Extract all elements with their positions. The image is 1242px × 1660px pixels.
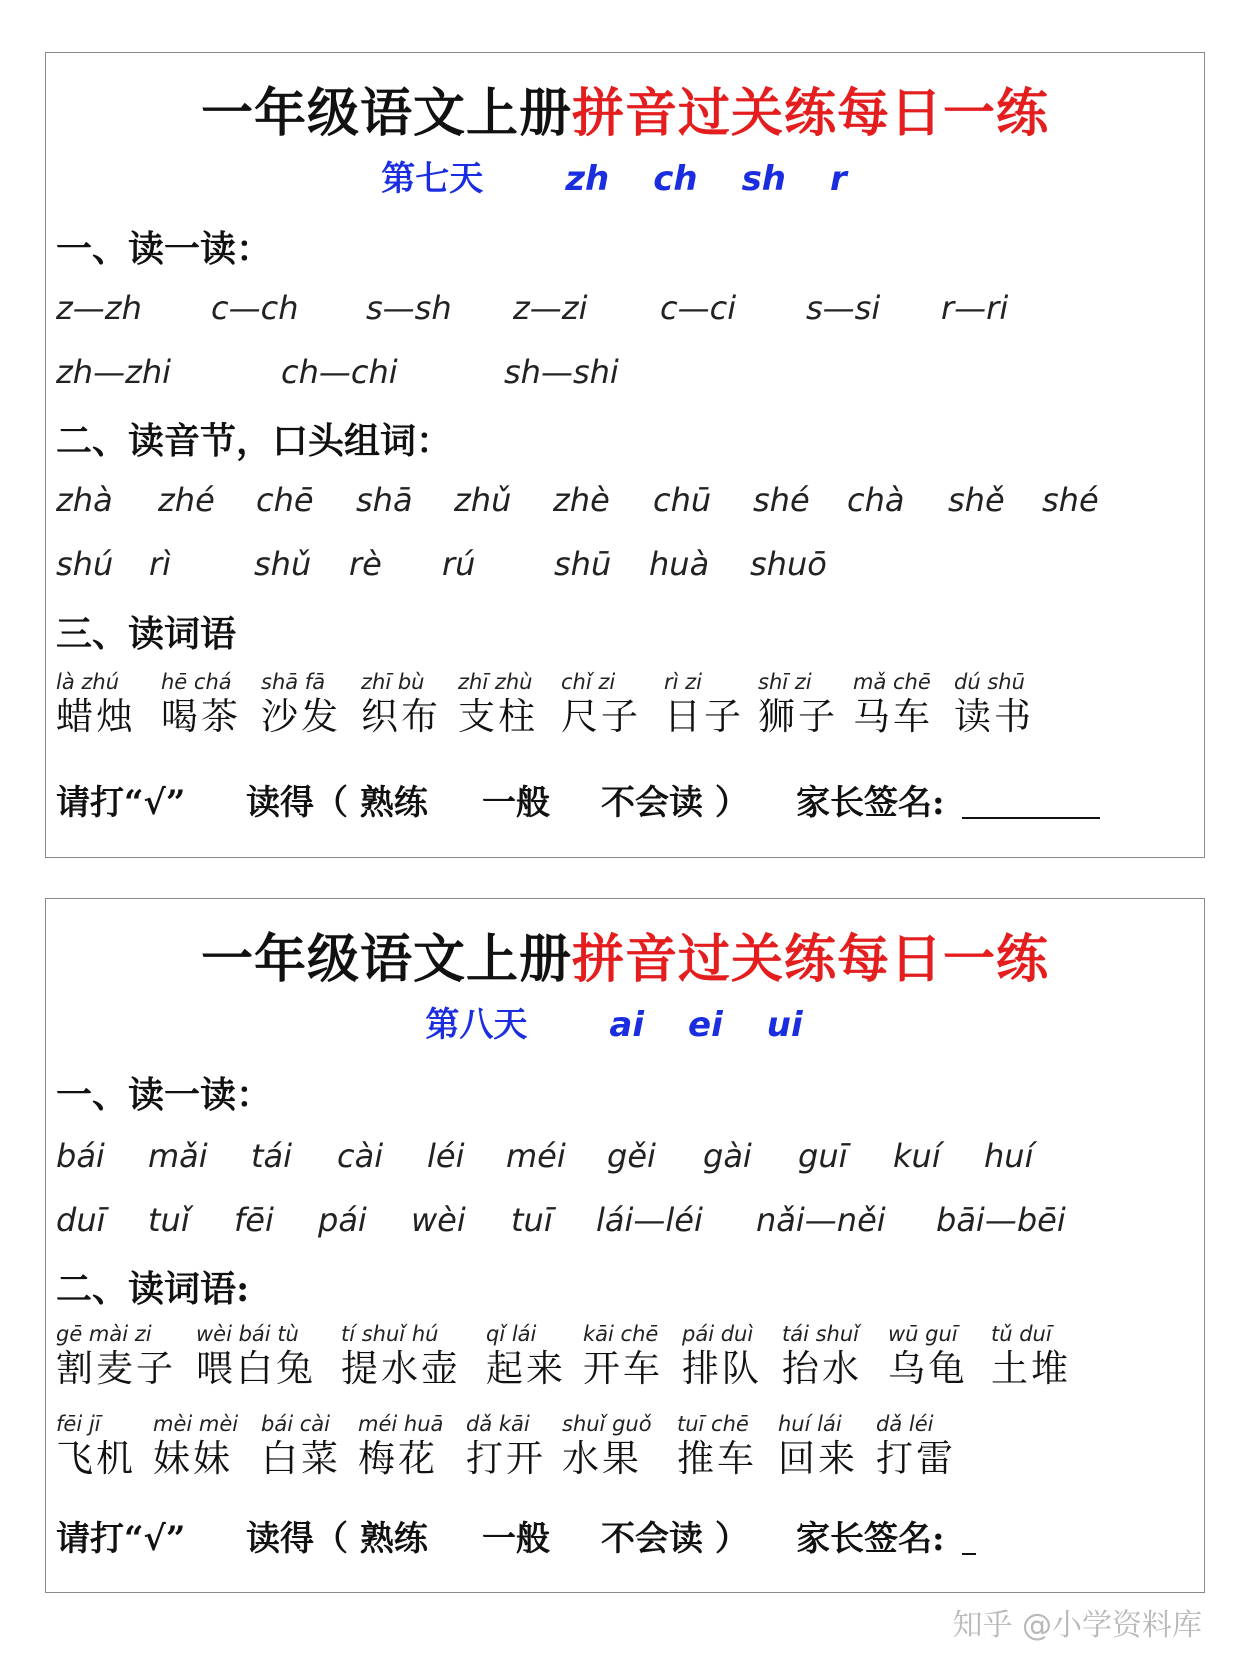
word-hanzi: 狮子 bbox=[758, 695, 838, 738]
read-row bbox=[56, 289, 1194, 335]
read-item: r—ri bbox=[941, 289, 1009, 327]
word-item bbox=[56, 669, 136, 739]
syllable-item: rú bbox=[442, 545, 476, 583]
signature-line[interactable] bbox=[962, 1553, 976, 1555]
word-hanzi: 支柱 bbox=[458, 695, 538, 738]
word-item bbox=[56, 1321, 176, 1391]
read-item: lái—léi bbox=[596, 1201, 703, 1239]
title-red-part: 拼音过关练每日一练 bbox=[572, 929, 1050, 990]
syllable-item: chà bbox=[847, 481, 905, 519]
word-item bbox=[561, 669, 641, 739]
word-pinyin: wèi bái tù bbox=[196, 1322, 299, 1346]
read-item: tái bbox=[251, 1137, 293, 1175]
check-option-cannot[interactable]: 不会读 ） bbox=[601, 783, 749, 823]
sound-label: sh bbox=[741, 159, 787, 199]
word-row bbox=[56, 669, 1194, 749]
check-footer bbox=[56, 775, 1194, 825]
word-pinyin: dǎ kāi bbox=[466, 1412, 530, 1436]
word-hanzi: 妹妹 bbox=[153, 1437, 233, 1480]
syllable-item: shū bbox=[554, 545, 612, 583]
word-item bbox=[677, 1411, 757, 1481]
check-option-cannot[interactable]: 不会读 ） bbox=[601, 1519, 749, 1559]
read-item: z—zh bbox=[56, 289, 142, 327]
word-pinyin: dú shū bbox=[954, 670, 1025, 694]
word-pinyin: méi huā bbox=[358, 1412, 444, 1436]
read-item: ch—chi bbox=[281, 353, 398, 391]
word-pinyin: mǎ chē bbox=[853, 670, 931, 694]
signature-line[interactable] bbox=[962, 817, 1100, 819]
watermark: 知乎 @小学资料库 bbox=[952, 1608, 1202, 1643]
read-item: s—si bbox=[806, 289, 881, 327]
day-subtitle bbox=[46, 151, 1204, 200]
syllable-item: chē bbox=[256, 481, 314, 519]
word-item bbox=[853, 669, 933, 739]
word-pinyin: zhī zhù bbox=[458, 670, 533, 694]
read-item: tuī bbox=[511, 1201, 553, 1239]
sound-label: r bbox=[830, 159, 847, 199]
word-item bbox=[888, 1321, 968, 1391]
syllable-item: rì bbox=[149, 545, 172, 583]
syllable-item: zhà bbox=[56, 481, 113, 519]
word-item bbox=[876, 1411, 956, 1481]
word-hanzi: 土堆 bbox=[991, 1347, 1071, 1390]
sound-label: ui bbox=[766, 1005, 803, 1045]
read-item: c—ci bbox=[660, 289, 737, 327]
syllable-item: zhè bbox=[553, 481, 610, 519]
word-hanzi: 日子 bbox=[664, 695, 744, 738]
word-hanzi: 梅花 bbox=[358, 1437, 438, 1480]
word-hanzi: 乌龟 bbox=[888, 1347, 968, 1390]
word-hanzi: 白菜 bbox=[261, 1437, 341, 1480]
worksheet-day8 bbox=[45, 898, 1205, 1593]
syllable-item: shuō bbox=[750, 545, 827, 583]
word-hanzi: 抬水 bbox=[782, 1347, 862, 1390]
day-label: 第七天 bbox=[381, 159, 484, 199]
check-option-average[interactable]: 一般 bbox=[482, 783, 550, 823]
word-hanzi: 马车 bbox=[853, 695, 933, 738]
syllable-item: shā bbox=[356, 481, 413, 519]
syllable-row bbox=[56, 545, 1194, 591]
parent-signature-label: 家长签名: bbox=[796, 783, 945, 823]
section-heading-read: 一、读一读： bbox=[56, 1074, 273, 1116]
check-instruction: 请打“√” bbox=[56, 783, 186, 823]
word-pinyin: mèi mèi bbox=[153, 1412, 239, 1436]
section-heading-read: 一、读一读： bbox=[56, 228, 273, 270]
word-item bbox=[991, 1321, 1071, 1391]
word-pinyin: bái cài bbox=[261, 1412, 330, 1436]
check-instruction: 请打“√” bbox=[56, 1519, 186, 1559]
sound-label: ch bbox=[653, 159, 698, 199]
word-pinyin: là zhú bbox=[56, 670, 120, 694]
word-hanzi: 尺子 bbox=[561, 695, 641, 738]
read-item: nǎi—něi bbox=[756, 1201, 886, 1239]
word-pinyin: tái shuǐ bbox=[782, 1322, 860, 1346]
worksheet-title bbox=[46, 71, 1204, 146]
read-row bbox=[56, 353, 1194, 399]
word-pinyin: shuǐ guǒ bbox=[562, 1412, 652, 1436]
word-pinyin: tí shuǐ hú bbox=[341, 1322, 439, 1346]
word-hanzi: 喝茶 bbox=[161, 695, 241, 738]
word-row bbox=[56, 1321, 1194, 1401]
word-item bbox=[758, 669, 838, 739]
word-pinyin: shī zi bbox=[758, 670, 812, 694]
word-hanzi: 打雷 bbox=[876, 1437, 956, 1480]
read-item: fēi bbox=[234, 1201, 274, 1239]
word-item bbox=[361, 669, 441, 739]
word-item bbox=[466, 1411, 546, 1481]
syllable-item: chū bbox=[653, 481, 712, 519]
read-item: z—zi bbox=[513, 289, 588, 327]
word-item bbox=[583, 1321, 663, 1391]
title-red-part: 拼音过关练每日一练 bbox=[572, 83, 1050, 144]
word-hanzi: 回来 bbox=[778, 1437, 858, 1480]
sound-label: ai bbox=[609, 1005, 645, 1045]
read-item: pái bbox=[318, 1201, 367, 1239]
syllable-item: huà bbox=[649, 545, 710, 583]
read-item: kuí bbox=[893, 1137, 941, 1175]
read-item: sh—shi bbox=[504, 353, 619, 391]
syllable-item: shǔ bbox=[254, 545, 312, 583]
word-hanzi: 推车 bbox=[677, 1437, 757, 1480]
syllable-item: zhé bbox=[158, 481, 215, 519]
word-pinyin: chǐ zi bbox=[561, 670, 616, 694]
read-item: bái bbox=[56, 1137, 105, 1175]
check-footer bbox=[56, 1511, 1194, 1561]
read-item: méi bbox=[506, 1137, 566, 1175]
syllable-item: zhǔ bbox=[454, 481, 512, 519]
word-hanzi: 排队 bbox=[682, 1347, 762, 1390]
word-item bbox=[954, 669, 1034, 739]
word-hanzi: 起来 bbox=[486, 1347, 566, 1390]
read-item: tuǐ bbox=[148, 1201, 190, 1239]
word-item bbox=[161, 669, 241, 739]
sound-label: zh bbox=[565, 159, 610, 199]
word-pinyin: kāi chē bbox=[583, 1322, 659, 1346]
parent-signature-label: 家长签名: bbox=[796, 1519, 945, 1559]
word-pinyin: dǎ léi bbox=[876, 1412, 934, 1436]
read-item: gài bbox=[703, 1137, 752, 1175]
word-pinyin: pái duì bbox=[682, 1322, 754, 1346]
read-item: s—sh bbox=[366, 289, 452, 327]
check-option-fluent[interactable]: 读得（ 熟练 bbox=[246, 1519, 428, 1559]
word-pinyin: wū guī bbox=[888, 1322, 958, 1346]
word-hanzi: 开车 bbox=[583, 1347, 663, 1390]
word-hanzi: 读书 bbox=[954, 695, 1034, 738]
section-heading-words: 三、读词语 bbox=[56, 613, 237, 655]
section-heading-syllables: 二、读音节，口头组词： bbox=[56, 420, 453, 462]
read-item: huí bbox=[984, 1137, 1034, 1175]
word-item bbox=[196, 1321, 316, 1391]
section-heading-words: 二、读词语: bbox=[56, 1268, 250, 1310]
word-pinyin: qǐ lái bbox=[486, 1322, 537, 1346]
read-item: c—ch bbox=[211, 289, 299, 327]
day-subtitle bbox=[46, 997, 1204, 1046]
word-hanzi: 织布 bbox=[361, 695, 441, 738]
word-item bbox=[562, 1411, 652, 1481]
syllable-item: shú bbox=[56, 545, 114, 583]
word-item bbox=[486, 1321, 566, 1391]
read-item: cài bbox=[337, 1137, 384, 1175]
worksheet-day7 bbox=[45, 52, 1205, 858]
syllable-item: shě bbox=[948, 481, 1005, 519]
day-label: 第八天 bbox=[425, 1005, 528, 1045]
word-hanzi: 喂白兔 bbox=[196, 1347, 316, 1390]
word-item bbox=[458, 669, 538, 739]
word-hanzi: 水果 bbox=[562, 1437, 642, 1480]
word-pinyin: rì zi bbox=[664, 670, 703, 694]
read-item: bāi—bēi bbox=[936, 1201, 1066, 1239]
word-item bbox=[358, 1411, 443, 1481]
word-item bbox=[153, 1411, 238, 1481]
word-pinyin: huí lái bbox=[778, 1412, 842, 1436]
read-item: mǎi bbox=[148, 1137, 208, 1175]
title-black-part: 一年级语文上册 bbox=[200, 929, 572, 990]
word-item bbox=[56, 1411, 136, 1481]
word-pinyin: shā fā bbox=[261, 670, 326, 694]
word-item bbox=[341, 1321, 461, 1391]
syllable-item: shé bbox=[753, 481, 810, 519]
word-pinyin: hē chá bbox=[161, 670, 232, 694]
read-item: guī bbox=[798, 1137, 848, 1175]
word-pinyin: gē mài zi bbox=[56, 1322, 152, 1346]
word-hanzi: 割麦子 bbox=[56, 1347, 176, 1390]
word-item bbox=[782, 1321, 862, 1391]
word-hanzi: 沙发 bbox=[261, 695, 341, 738]
word-pinyin: zhī bù bbox=[361, 670, 425, 694]
word-item bbox=[664, 669, 744, 739]
word-item bbox=[778, 1411, 858, 1481]
read-row bbox=[56, 1137, 1194, 1183]
read-item: wèi bbox=[411, 1201, 466, 1239]
word-item bbox=[682, 1321, 762, 1391]
read-row bbox=[56, 1201, 1194, 1247]
read-item: léi bbox=[427, 1137, 465, 1175]
word-hanzi: 打开 bbox=[466, 1437, 546, 1480]
word-pinyin: fēi jī bbox=[56, 1412, 101, 1436]
read-item: duī bbox=[56, 1201, 106, 1239]
syllable-row bbox=[56, 481, 1194, 527]
check-option-fluent[interactable]: 读得（ 熟练 bbox=[246, 783, 428, 823]
check-option-average[interactable]: 一般 bbox=[482, 1519, 550, 1559]
word-pinyin: tǔ duī bbox=[991, 1322, 1052, 1346]
word-row bbox=[56, 1411, 1194, 1491]
word-hanzi: 蜡烛 bbox=[56, 695, 136, 738]
syllable-item: rè bbox=[349, 545, 382, 583]
read-item: gěi bbox=[607, 1137, 656, 1175]
read-item: zh—zhi bbox=[56, 353, 172, 391]
syllable-item: shé bbox=[1042, 481, 1099, 519]
worksheet-title bbox=[46, 917, 1204, 992]
word-hanzi: 飞机 bbox=[56, 1437, 136, 1480]
sound-label: ei bbox=[688, 1005, 723, 1045]
word-hanzi: 提水壶 bbox=[341, 1347, 461, 1390]
word-item bbox=[261, 669, 341, 739]
word-item bbox=[261, 1411, 341, 1481]
word-pinyin: tuī chē bbox=[677, 1412, 749, 1436]
title-black-part: 一年级语文上册 bbox=[200, 83, 572, 144]
